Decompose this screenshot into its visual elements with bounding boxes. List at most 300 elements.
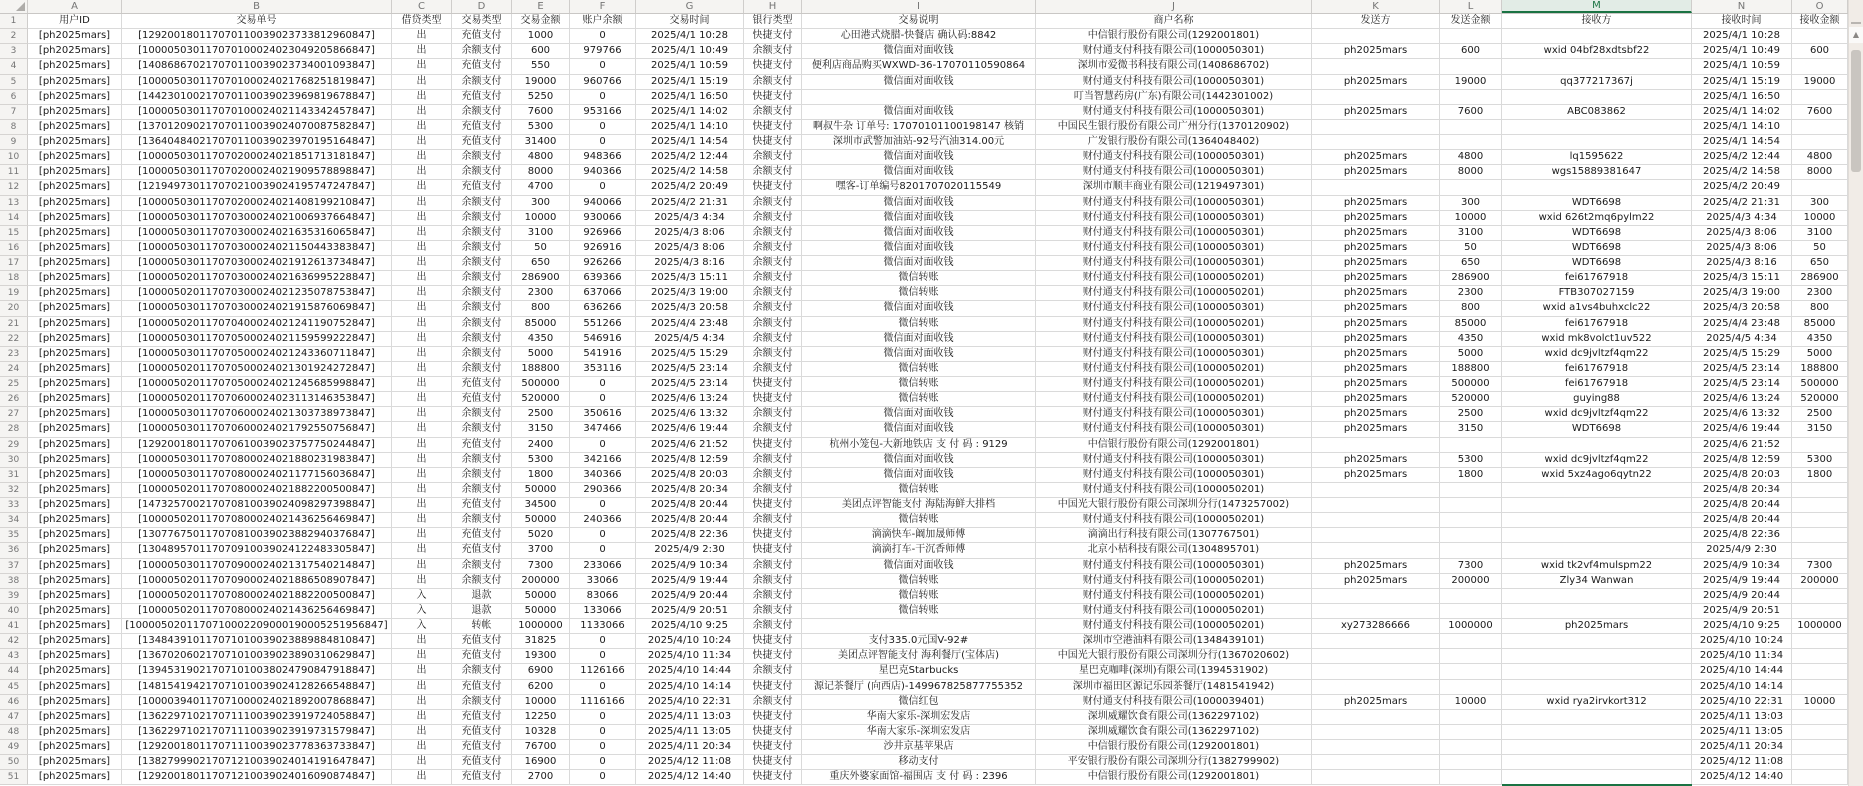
cell-G15[interactable]: 2025/4/3 8:06 [636,226,744,241]
cell-D14[interactable]: 余额支付 [452,211,512,226]
cell-J23[interactable]: 财付通支付科技有限公司(1000050301) [1036,347,1312,362]
cell-B32[interactable]: [100005020117070800024021882200500847] [122,483,392,498]
cell-C24[interactable]: 出 [392,362,452,377]
cell-F28[interactable]: 347466 [570,422,636,437]
cell-G6[interactable]: 2025/4/1 16:50 [636,90,744,105]
cell-K36[interactable] [1312,543,1440,558]
cell-F49[interactable]: 0 [570,740,636,755]
cell-G45[interactable]: 2025/4/10 14:14 [636,680,744,695]
row-header-26[interactable]: 26 [0,392,28,407]
cell-I44[interactable]: 星巴克Starbucks [802,664,1036,679]
cell-I29[interactable]: 杭州小笼包-大新地铁店 支 付 码 : 9129 [802,438,1036,453]
cell-L2[interactable] [1440,29,1502,44]
cell-A4[interactable]: [ph2025mars] [28,59,122,74]
cell-G47[interactable]: 2025/4/11 13:03 [636,710,744,725]
cell-B46[interactable]: [100003940117071000024021892007868847] [122,695,392,710]
cell-M49[interactable] [1502,740,1692,755]
cell-O39[interactable] [1792,589,1848,604]
cell-M26[interactable]: guying88 [1502,392,1692,407]
cell-C31[interactable]: 出 [392,468,452,483]
cell-N27[interactable]: 2025/4/6 13:32 [1692,407,1792,422]
cell-J16[interactable]: 财付通支付科技有限公司(1000050301) [1036,241,1312,256]
cell-A39[interactable]: [ph2025mars] [28,589,122,604]
cell-H21[interactable]: 余额支付 [744,317,802,332]
cell-D15[interactable]: 余额支付 [452,226,512,241]
cell-A43[interactable]: [ph2025mars] [28,649,122,664]
cell-N41[interactable]: 2025/4/10 9:25 [1692,619,1792,634]
cell-O44[interactable] [1792,664,1848,679]
cell-B4[interactable]: [140868670217070110039023734001093847] [122,59,392,74]
cell-K39[interactable] [1312,589,1440,604]
cell-F29[interactable]: 0 [570,438,636,453]
cell-D11[interactable]: 余额支付 [452,165,512,180]
cell-E34[interactable]: 50000 [512,513,570,528]
cell-F51[interactable]: 0 [570,770,636,785]
cell-N26[interactable]: 2025/4/6 13:24 [1692,392,1792,407]
cell-N2[interactable]: 2025/4/1 10:28 [1692,29,1792,44]
cell-M19[interactable]: FTB307027159 [1502,286,1692,301]
cell-A19[interactable]: [ph2025mars] [28,286,122,301]
row-header-6[interactable]: 6 [0,90,28,105]
cell-N15[interactable]: 2025/4/3 8:06 [1692,226,1792,241]
cell-O15[interactable]: 3100 [1792,226,1848,241]
cell-K37[interactable]: ph2025mars [1312,559,1440,574]
cell-N18[interactable]: 2025/4/3 15:11 [1692,271,1792,286]
cell-E46[interactable]: 10000 [512,695,570,710]
cell-G22[interactable]: 2025/4/5 4:34 [636,332,744,347]
cell-M44[interactable] [1502,664,1692,679]
cell-G39[interactable]: 2025/4/9 20:44 [636,589,744,604]
cell-D44[interactable]: 余额支付 [452,664,512,679]
cell-K30[interactable]: ph2025mars [1312,453,1440,468]
cell-L19[interactable]: 2300 [1440,286,1502,301]
cell-H14[interactable]: 余额支付 [744,211,802,226]
row-header-22[interactable]: 22 [0,332,28,347]
cell-L32[interactable] [1440,483,1502,498]
cell-J48[interactable]: 深圳威耀饮食有限公司(1362297102) [1036,725,1312,740]
cell-H6[interactable]: 快捷支付 [744,90,802,105]
cell-D51[interactable]: 充值支付 [452,770,512,785]
cell-L7[interactable]: 7600 [1440,105,1502,120]
cell-D34[interactable]: 余额支付 [452,513,512,528]
cell-K32[interactable] [1312,483,1440,498]
cell-H33[interactable]: 快捷支付 [744,498,802,513]
cell-C49[interactable]: 出 [392,740,452,755]
cell-C39[interactable]: 入 [392,589,452,604]
cell-A8[interactable]: [ph2025mars] [28,120,122,135]
cell-C44[interactable]: 出 [392,664,452,679]
cell-D37[interactable]: 余额支付 [452,559,512,574]
cell-N25[interactable]: 2025/4/5 23:14 [1692,377,1792,392]
cell-D28[interactable]: 余额支付 [452,422,512,437]
cell-G29[interactable]: 2025/4/6 21:52 [636,438,744,453]
cell-O13[interactable]: 300 [1792,196,1848,211]
column-header-N[interactable]: N [1692,0,1792,13]
cell-I24[interactable]: 微信转账 [802,362,1036,377]
cell-N47[interactable]: 2025/4/11 13:03 [1692,710,1792,725]
cell-B20[interactable]: [100005030117070300024021915876069847] [122,301,392,316]
cell-H30[interactable]: 余额支付 [744,453,802,468]
cell-L51[interactable] [1440,770,1502,785]
cell-O1[interactable]: 接收金额 [1792,14,1848,29]
cell-A36[interactable]: [ph2025mars] [28,543,122,558]
cell-M11[interactable]: wgs15889381647 [1502,165,1692,180]
cell-H11[interactable]: 余额支付 [744,165,802,180]
cell-L13[interactable]: 300 [1440,196,1502,211]
cell-E5[interactable]: 19000 [512,75,570,90]
cell-H36[interactable]: 快捷支付 [744,543,802,558]
cell-J32[interactable]: 财付通支付科技有限公司(1000050201) [1036,483,1312,498]
cell-I31[interactable]: 微信面对面收钱 [802,468,1036,483]
cell-N34[interactable]: 2025/4/8 20:44 [1692,513,1792,528]
cell-M21[interactable]: fei61767918 [1502,317,1692,332]
cell-K7[interactable]: ph2025mars [1312,105,1440,120]
cell-D27[interactable]: 余额支付 [452,407,512,422]
cell-B33[interactable]: [147325700217070810039024098297398847] [122,498,392,513]
cell-G25[interactable]: 2025/4/5 23:14 [636,377,744,392]
cell-F25[interactable]: 0 [570,377,636,392]
cell-K19[interactable]: ph2025mars [1312,286,1440,301]
cell-O6[interactable] [1792,90,1848,105]
cell-A18[interactable]: [ph2025mars] [28,271,122,286]
column-header-M[interactable]: M [1502,0,1692,13]
cell-J36[interactable]: 北京小桔科技有限公司(1304895701) [1036,543,1312,558]
cell-D32[interactable]: 余额支付 [452,483,512,498]
cell-J15[interactable]: 财付通支付科技有限公司(1000050301) [1036,226,1312,241]
cell-G35[interactable]: 2025/4/8 22:36 [636,528,744,543]
cell-D16[interactable]: 余额支付 [452,241,512,256]
cell-C33[interactable]: 出 [392,498,452,513]
cell-M38[interactable]: Zly34 Wanwan [1502,574,1692,589]
cell-B16[interactable]: [100005030117070300024021150443383847] [122,241,392,256]
cell-N13[interactable]: 2025/4/2 21:31 [1692,196,1792,211]
cell-O46[interactable]: 10000 [1792,695,1848,710]
cell-K9[interactable] [1312,135,1440,150]
cell-O36[interactable] [1792,543,1848,558]
cell-G38[interactable]: 2025/4/9 19:44 [636,574,744,589]
cell-A13[interactable]: [ph2025mars] [28,196,122,211]
cell-H50[interactable]: 快捷支付 [744,755,802,770]
cell-C51[interactable]: 出 [392,770,452,785]
cell-A32[interactable]: [ph2025mars] [28,483,122,498]
cell-D9[interactable]: 充值支付 [452,135,512,150]
cell-L5[interactable]: 19000 [1440,75,1502,90]
cell-I47[interactable]: 华南大家乐-深圳宏发店 [802,710,1036,725]
cell-C34[interactable]: 出 [392,513,452,528]
row-header-46[interactable]: 46 [0,695,28,710]
cell-E14[interactable]: 10000 [512,211,570,226]
cell-F42[interactable]: 0 [570,634,636,649]
cell-J4[interactable]: 深圳市爱微书科技有限公司(1408686702) [1036,59,1312,74]
cell-H27[interactable]: 余额支付 [744,407,802,422]
cell-B44[interactable]: [139453190217071010038024790847918847] [122,664,392,679]
cell-O35[interactable] [1792,528,1848,543]
cell-M23[interactable]: wxid dc9jvltzf4qm22 [1502,347,1692,362]
cell-I14[interactable]: 微信面对面收钱 [802,211,1036,226]
row-header-1[interactable]: 1 [0,14,28,29]
cell-O43[interactable] [1792,649,1848,664]
cell-G4[interactable]: 2025/4/1 10:59 [636,59,744,74]
cell-L31[interactable]: 1800 [1440,468,1502,483]
cell-G36[interactable]: 2025/4/9 2:30 [636,543,744,558]
cell-M36[interactable] [1502,543,1692,558]
cell-K23[interactable]: ph2025mars [1312,347,1440,362]
cell-D46[interactable]: 余额支付 [452,695,512,710]
cell-N9[interactable]: 2025/4/1 14:54 [1692,135,1792,150]
cell-A11[interactable]: [ph2025mars] [28,165,122,180]
cell-A21[interactable]: [ph2025mars] [28,317,122,332]
cell-J19[interactable]: 财付通支付科技有限公司(1000050201) [1036,286,1312,301]
row-header-18[interactable]: 18 [0,271,28,286]
cell-I11[interactable]: 微信面对面收钱 [802,165,1036,180]
cell-E9[interactable]: 31400 [512,135,570,150]
cell-D24[interactable]: 余额支付 [452,362,512,377]
cell-H17[interactable]: 余额支付 [744,256,802,271]
cell-J29[interactable]: 中信银行股份有限公司(1292001801) [1036,438,1312,453]
cell-N39[interactable]: 2025/4/9 20:44 [1692,589,1792,604]
cell-F27[interactable]: 350616 [570,407,636,422]
cell-G3[interactable]: 2025/4/1 10:49 [636,44,744,59]
cell-F48[interactable]: 0 [570,725,636,740]
cell-L41[interactable]: 1000000 [1440,619,1502,634]
cell-M15[interactable]: WDT6698 [1502,226,1692,241]
cell-D25[interactable]: 充值支付 [452,377,512,392]
cell-D31[interactable]: 余额支付 [452,468,512,483]
cell-G30[interactable]: 2025/4/8 12:59 [636,453,744,468]
cell-F37[interactable]: 233066 [570,559,636,574]
row-header-39[interactable]: 39 [0,589,28,604]
cell-G1[interactable]: 交易时间 [636,14,744,29]
row-header-42[interactable]: 42 [0,634,28,649]
cell-H3[interactable]: 余额支付 [744,44,802,59]
cell-L1[interactable]: 发送金额 [1440,14,1502,29]
cell-L37[interactable]: 7300 [1440,559,1502,574]
cell-A14[interactable]: [ph2025mars] [28,211,122,226]
cell-I27[interactable]: 微信面对面收钱 [802,407,1036,422]
cell-F44[interactable]: 1126166 [570,664,636,679]
cell-M5[interactable]: qq377217367j [1502,75,1692,90]
cell-O30[interactable]: 5300 [1792,453,1848,468]
cell-L50[interactable] [1440,755,1502,770]
cell-D26[interactable]: 充值支付 [452,392,512,407]
cell-J43[interactable]: 中国光大银行股份有限公司深圳分行(1367020602) [1036,649,1312,664]
cell-J34[interactable]: 财付通支付科技有限公司(1000050201) [1036,513,1312,528]
cell-K51[interactable] [1312,770,1440,785]
row-header-40[interactable]: 40 [0,604,28,619]
cell-O31[interactable]: 1800 [1792,468,1848,483]
cell-F11[interactable]: 940366 [570,165,636,180]
cell-O51[interactable] [1792,770,1848,785]
cell-O24[interactable]: 188800 [1792,362,1848,377]
cell-O28[interactable]: 3150 [1792,422,1848,437]
cell-C29[interactable]: 出 [392,438,452,453]
cell-F38[interactable]: 33066 [570,574,636,589]
cell-C8[interactable]: 出 [392,120,452,135]
cell-B12[interactable]: [121949730117070210039024195747247847] [122,180,392,195]
cell-K40[interactable] [1312,604,1440,619]
cell-D10[interactable]: 余额支付 [452,150,512,165]
cell-I34[interactable]: 微信转账 [802,513,1036,528]
cell-N3[interactable]: 2025/4/1 10:49 [1692,44,1792,59]
cell-J24[interactable]: 财付通支付科技有限公司(1000050201) [1036,362,1312,377]
row-header-49[interactable]: 49 [0,740,28,755]
cell-K16[interactable]: ph2025mars [1312,241,1440,256]
cell-N28[interactable]: 2025/4/6 19:44 [1692,422,1792,437]
cell-H42[interactable]: 快捷支付 [744,634,802,649]
cell-K50[interactable] [1312,755,1440,770]
cell-J6[interactable]: 叮当智慧药房(广东)有限公司(1442301002) [1036,90,1312,105]
cell-O34[interactable] [1792,513,1848,528]
cell-E48[interactable]: 10328 [512,725,570,740]
cell-M3[interactable]: wxid 04bf28xdtsbf22 [1502,44,1692,59]
cell-L27[interactable]: 2500 [1440,407,1502,422]
cell-I25[interactable]: 微信转账 [802,377,1036,392]
cell-M48[interactable] [1502,725,1692,740]
cell-G19[interactable]: 2025/4/3 19:00 [636,286,744,301]
cell-J33[interactable]: 中国光大银行股份有限公司深圳分行(1473257002) [1036,498,1312,513]
cell-K3[interactable]: ph2025mars [1312,44,1440,59]
cell-I10[interactable]: 微信面对面收钱 [802,150,1036,165]
column-header-B[interactable]: B [122,0,392,13]
cell-A34[interactable]: [ph2025mars] [28,513,122,528]
cell-D35[interactable]: 充值支付 [452,528,512,543]
cell-I51[interactable]: 重庆外婆家面馆-福围店 支 付 码 : 2396 [802,770,1036,785]
cell-D19[interactable]: 余额支付 [452,286,512,301]
cell-G23[interactable]: 2025/4/5 15:29 [636,347,744,362]
cell-F16[interactable]: 926916 [570,241,636,256]
cell-H32[interactable]: 余额支付 [744,483,802,498]
cell-A44[interactable]: [ph2025mars] [28,664,122,679]
cell-G13[interactable]: 2025/4/2 21:31 [636,196,744,211]
cell-E15[interactable]: 3100 [512,226,570,241]
cell-G33[interactable]: 2025/4/8 20:44 [636,498,744,513]
column-header-C[interactable]: C [392,0,452,13]
cell-N19[interactable]: 2025/4/3 19:00 [1692,286,1792,301]
cell-B18[interactable]: [100005020117070300024021636995228847] [122,271,392,286]
cell-F12[interactable]: 0 [570,180,636,195]
cell-H47[interactable]: 快捷支付 [744,710,802,725]
cell-G48[interactable]: 2025/4/11 13:05 [636,725,744,740]
row-header-21[interactable]: 21 [0,317,28,332]
cell-L48[interactable] [1440,725,1502,740]
cell-B43[interactable]: [136702060217071010039023890310629847] [122,649,392,664]
row-header-25[interactable]: 25 [0,377,28,392]
cell-O33[interactable] [1792,498,1848,513]
cell-N40[interactable]: 2025/4/9 20:51 [1692,604,1792,619]
cell-H35[interactable]: 快捷支付 [744,528,802,543]
cell-C41[interactable]: 入 [392,619,452,634]
cell-A35[interactable]: [ph2025mars] [28,528,122,543]
row-header-31[interactable]: 31 [0,468,28,483]
cell-C40[interactable]: 入 [392,604,452,619]
column-header-G[interactable]: G [636,0,744,13]
cell-H12[interactable]: 快捷支付 [744,180,802,195]
cell-O40[interactable] [1792,604,1848,619]
cell-D49[interactable]: 充值支付 [452,740,512,755]
cell-E42[interactable]: 31825 [512,634,570,649]
cell-K44[interactable] [1312,664,1440,679]
cell-E6[interactable]: 5250 [512,90,570,105]
cell-I16[interactable]: 微信面对面收钱 [802,241,1036,256]
cell-F4[interactable]: 0 [570,59,636,74]
cell-G24[interactable]: 2025/4/5 23:14 [636,362,744,377]
cell-J27[interactable]: 财付通支付科技有限公司(1000050301) [1036,407,1312,422]
cell-G41[interactable]: 2025/4/10 9:25 [636,619,744,634]
cell-G21[interactable]: 2025/4/4 23:48 [636,317,744,332]
cell-H44[interactable]: 余额支付 [744,664,802,679]
cell-K28[interactable]: ph2025mars [1312,422,1440,437]
cell-C14[interactable]: 出 [392,211,452,226]
cell-O14[interactable]: 10000 [1792,211,1848,226]
cell-K45[interactable] [1312,680,1440,695]
cell-I6[interactable] [802,90,1036,105]
cell-E33[interactable]: 34500 [512,498,570,513]
select-all-corner[interactable] [0,0,28,13]
cell-A24[interactable]: [ph2025mars] [28,362,122,377]
cell-N44[interactable]: 2025/4/10 14:44 [1692,664,1792,679]
cell-H31[interactable]: 余额支付 [744,468,802,483]
cell-A12[interactable]: [ph2025mars] [28,180,122,195]
cell-O50[interactable] [1792,755,1848,770]
cell-E41[interactable]: 1000000 [512,619,570,634]
cell-E39[interactable]: 50000 [512,589,570,604]
cell-H34[interactable]: 余额支付 [744,513,802,528]
cell-D5[interactable]: 余额支付 [452,75,512,90]
cell-I46[interactable]: 微信红包 [802,695,1036,710]
cell-C28[interactable]: 出 [392,422,452,437]
row-header-30[interactable]: 30 [0,453,28,468]
row-header-37[interactable]: 37 [0,559,28,574]
cell-E26[interactable]: 520000 [512,392,570,407]
cell-F22[interactable]: 546916 [570,332,636,347]
cell-F40[interactable]: 133066 [570,604,636,619]
cell-N30[interactable]: 2025/4/8 12:59 [1692,453,1792,468]
cell-M22[interactable]: wxid mk8volct1uv522 [1502,332,1692,347]
cell-K48[interactable] [1312,725,1440,740]
cell-K41[interactable]: xy273286666 [1312,619,1440,634]
cell-E18[interactable]: 286900 [512,271,570,286]
cell-B10[interactable]: [100005030117070200024021851713181847] [122,150,392,165]
cell-O12[interactable] [1792,180,1848,195]
cell-B6[interactable]: [144230100217070110039023969819678847] [122,90,392,105]
cell-I7[interactable]: 微信面对面收钱 [802,105,1036,120]
cell-G17[interactable]: 2025/4/3 8:16 [636,256,744,271]
cell-H39[interactable]: 余额支付 [744,589,802,604]
cell-M37[interactable]: wxid tk2vf4mulspm22 [1502,559,1692,574]
row-header-3[interactable]: 3 [0,44,28,59]
cell-K11[interactable]: ph2025mars [1312,165,1440,180]
cell-I28[interactable]: 微信面对面收钱 [802,422,1036,437]
cell-H28[interactable]: 余额支付 [744,422,802,437]
cell-F23[interactable]: 541916 [570,347,636,362]
cell-F17[interactable]: 926266 [570,256,636,271]
cell-J46[interactable]: 财付通支付科技有限公司(1000039401) [1036,695,1312,710]
row-header-44[interactable]: 44 [0,664,28,679]
cell-O42[interactable] [1792,634,1848,649]
cell-H10[interactable]: 余额支付 [744,150,802,165]
cell-E50[interactable]: 16900 [512,755,570,770]
cell-I49[interactable]: 沙井京基苹果店 [802,740,1036,755]
row-header-41[interactable]: 41 [0,619,28,634]
row-header-36[interactable]: 36 [0,543,28,558]
cell-I21[interactable]: 微信转账 [802,317,1036,332]
cell-L30[interactable]: 5300 [1440,453,1502,468]
cell-N14[interactable]: 2025/4/3 4:34 [1692,211,1792,226]
cell-H16[interactable]: 余额支付 [744,241,802,256]
cell-M13[interactable]: WDT6698 [1502,196,1692,211]
cell-B51[interactable]: [129200180117071210039024016090874847] [122,770,392,785]
cell-B31[interactable]: [100005030117070800024021177156036847] [122,468,392,483]
